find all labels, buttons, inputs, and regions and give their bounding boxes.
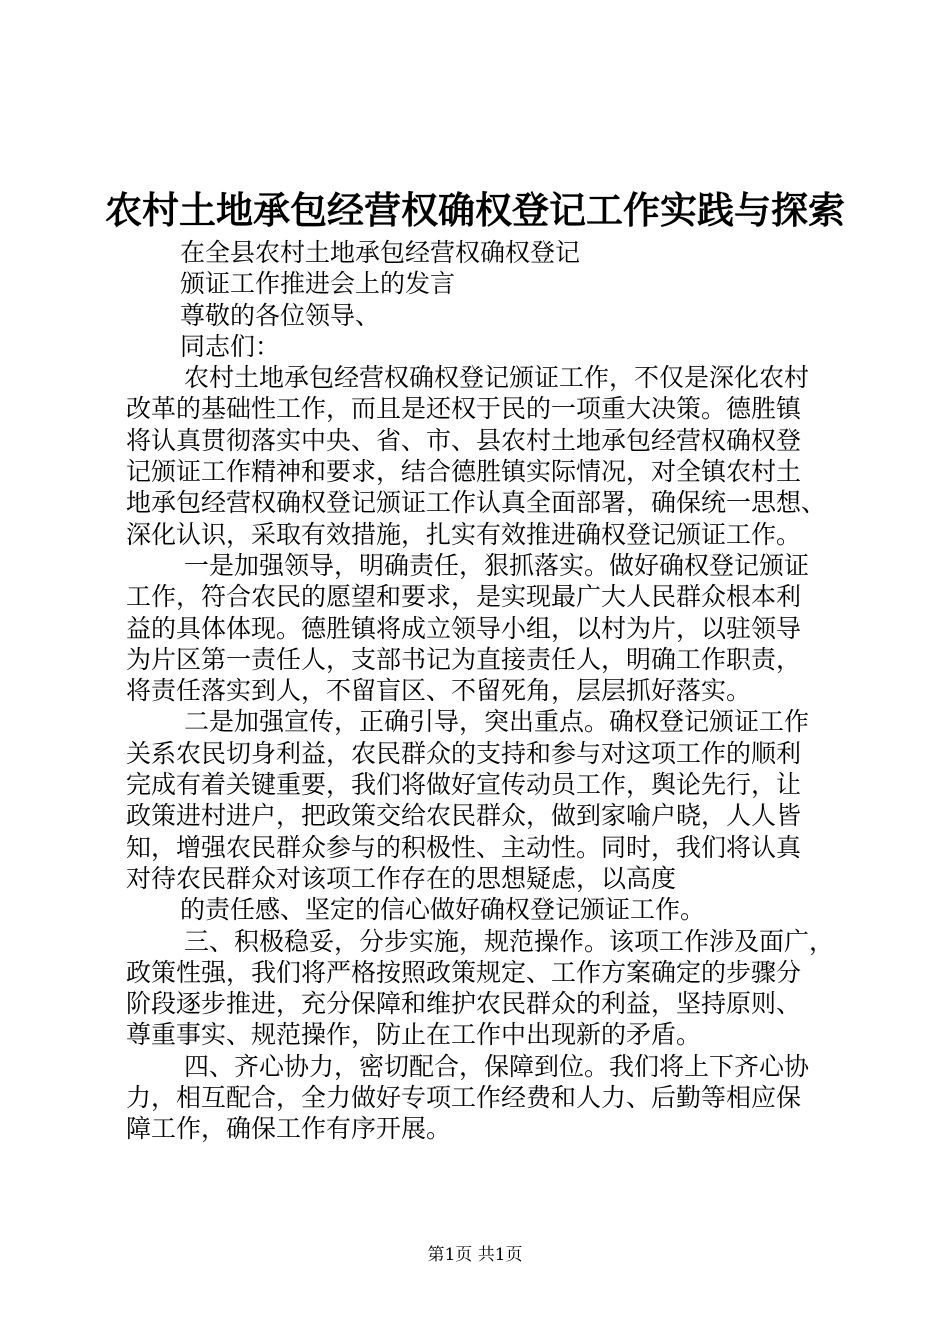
document-title: 农村土地承包经营权确权登记工作实践与探索 [105,188,845,232]
body-line: 记颁证工作精神和要求，结合德胜镇实际情况，对全镇农村土 [126,457,802,487]
body-line: 关系农民切身利益，农民群众的支持和参与对这项工作的顺利 [126,738,802,768]
body-line: 农村土地承包经营权确权登记颁证工作，不仅是深化农村 [184,363,810,393]
body-line: 阶段逐步推进，充分保障和维护农民群众的利益，坚持原则、 [126,989,802,1019]
body-line: 改革的基础性工作，而且是还权于民的一项重大决策。德胜镇 [126,394,802,424]
body-line: 将认真贯彻落实中央、省、市、县农村土地承包经营权确权登 [126,425,802,455]
body-line: 在全县农村土地承包经营权确权登记 [180,238,581,267]
body-line: 政策性强，我们将严格按照政策规定、工作方案确定的步骤分 [126,957,802,987]
body-line: 二是加强宣传，正确引导，突出重点。确权登记颁证工作 [184,707,810,737]
body-line: 颁证工作推进会上的发言 [180,269,456,299]
body-line: 对待农民群众对该项工作存在的思想疑虑，以高度 [126,863,677,893]
body-line: 障工作，确保工作有序开展。 [126,1114,452,1144]
body-line: 为片区第一责任人，支部书记为直接责任人，明确工作职责， [126,644,802,674]
body-line: 同志们： [180,331,281,361]
body-line: 工作，符合农民的愿望和要求，是实现最广大人民群众根本利 [126,582,802,612]
body-line: 尊重事实、规范操作，防止在工作中出现新的矛盾。 [126,1020,702,1050]
document-body [126,237,846,1145]
body-line: 的责任感、坚定的信心做好确权登记颁证工作。 [180,895,706,925]
body-line: 地承包经营权确权登记颁证工作认真全面部署，确保统一思想、 [126,488,827,518]
body-line: 将责任落实到人，不留盲区、不留死角，层层抓好落实。 [126,676,752,706]
body-line: 力，相互配合，全力做好专项工作经费和人力、后勤等相应保 [126,1083,802,1113]
body-line: 三、积极稳妥，分步实施，规范操作。该项工作涉及面广， [184,926,835,956]
body-line: 知，增强农民群众参与的积极性、主动性。同时，我们将认真 [126,832,802,862]
body-line: 四、齐心协力，密切配合，保障到位。我们将上下齐心协 [184,1051,810,1081]
body-line: 益的具体体现。德胜镇将成立领导小组，以村为片，以驻领导 [126,613,802,643]
body-line: 完成有着关键重要，我们将做好宣传动员工作，舆论先行，让 [126,770,802,800]
body-line: 深化认识，采取有效措施，扎实有效推进确权登记颁证工作。 [126,519,802,549]
body-line: 尊敬的各位领导、 [180,300,381,330]
body-line: 政策进村进户，把政策交给农民群众，做到家喻户晓，人人皆 [126,801,802,831]
body-line: 一是加强领导，明确责任，狠抓落实。做好确权登记颁证 [184,550,810,580]
page-footer: 第1页 共1页 [427,1245,523,1265]
